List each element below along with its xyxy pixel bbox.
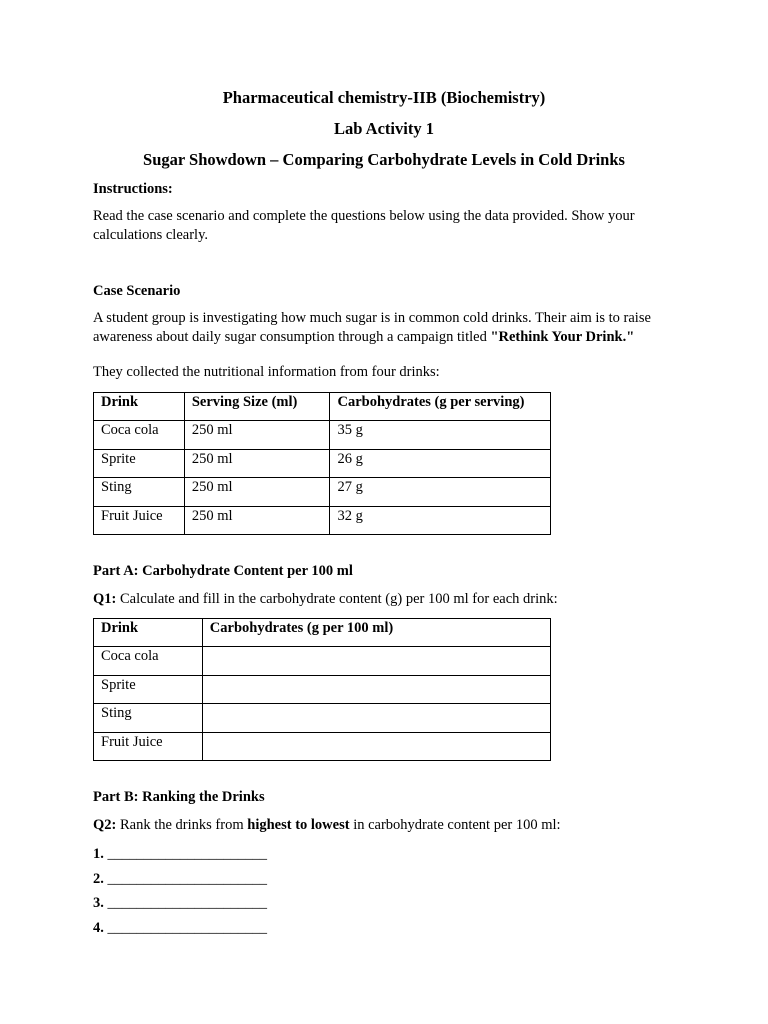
part-b-heading: Part B: Ranking the Drinks: [93, 789, 265, 805]
rank-number: 3.: [93, 895, 108, 911]
table-cell: Fruit Juice: [94, 506, 185, 534]
table-cell: 250 ml: [184, 506, 330, 534]
q1-text: [93, 590, 672, 609]
table-row: [94, 647, 551, 675]
rank-line-1[interactable]: [93, 845, 672, 864]
case-heading: Case Scenario: [93, 283, 181, 299]
header-cell: Drink: [94, 393, 185, 421]
table-cell: 32 g: [330, 506, 551, 534]
rank-number: 1.: [93, 846, 108, 862]
table-cell: 35 g: [330, 421, 551, 449]
q1-answer-table: [93, 618, 551, 761]
q1-label: Q1:: [93, 591, 117, 607]
table-row: [94, 704, 551, 732]
header-cell: Carbohydrates (g per 100 ml): [202, 619, 550, 647]
campaign-title: "Rethink Your Drink.": [490, 329, 635, 345]
blank-line: ______________________: [107, 871, 267, 887]
q2-emphasis: highest to lowest: [247, 817, 350, 833]
serving-table: [93, 392, 551, 535]
table-row: [94, 478, 551, 506]
table-row: [94, 506, 551, 534]
case-text-part: A student group is investigating how much sugar is in common cold drinks. Their aim is to raise awareness about daily sugar consumption through a campaign titled: [93, 310, 651, 345]
q1-body: Calculate and fill in the carbohydrate content (g) per 100 ml for each drink:: [116, 591, 558, 607]
table-row: [94, 449, 551, 477]
table-cell: 250 ml: [184, 478, 330, 506]
table-cell: 27 g: [330, 478, 551, 506]
case-text: [93, 309, 672, 347]
table-row: [94, 421, 551, 449]
document-title: Sugar Showdown – Comparing Carbohydrate Levels in Cold Drinks: [143, 150, 625, 169]
answer-cell[interactable]: [202, 704, 550, 732]
table-cell: 26 g: [330, 449, 551, 477]
header-cell: Drink: [94, 619, 203, 647]
part-a-heading: Part A: Carbohydrate Content per 100 ml: [93, 563, 353, 579]
rank-line-4[interactable]: [93, 919, 672, 938]
table-cell: Coca cola: [94, 647, 203, 675]
blank-line: ______________________: [107, 920, 267, 936]
rank-line-2[interactable]: [93, 870, 672, 889]
header-cell: Carbohydrates (g per serving): [330, 393, 551, 421]
rank-number: 2.: [93, 871, 108, 887]
table-cell: Coca cola: [94, 421, 185, 449]
answer-cell[interactable]: [202, 732, 550, 760]
table-cell: 250 ml: [184, 449, 330, 477]
table-header-row: [94, 619, 551, 647]
course-title: Pharmaceutical chemistry-IIB (Biochemistry): [222, 88, 546, 107]
instructions-heading: Instructions:: [93, 181, 173, 197]
rank-number: 4.: [93, 920, 108, 936]
blank-line: ______________________: [107, 846, 267, 862]
table-cell: 250 ml: [184, 421, 330, 449]
table-cell: Fruit Juice: [94, 732, 203, 760]
header-cell: Serving Size (ml): [184, 393, 330, 421]
q2-text: [93, 816, 672, 835]
answer-cell[interactable]: [202, 675, 550, 703]
activity-title: Lab Activity 1: [334, 119, 434, 138]
instructions-text: Read the case scenario and complete the questions below using the data provided. Show your calculations clearly.: [93, 208, 635, 243]
answer-cell[interactable]: [202, 647, 550, 675]
table-cell: Sting: [94, 478, 185, 506]
table-row: [94, 732, 551, 760]
q2-body: Rank the drinks from: [116, 817, 248, 833]
table-row: [94, 675, 551, 703]
case-text-2: They collected the nutritional information from four drinks:: [93, 364, 440, 380]
rank-line-3[interactable]: [93, 894, 672, 913]
table-header-row: [94, 393, 551, 421]
blank-line: ______________________: [107, 895, 267, 911]
table-cell: Sprite: [94, 449, 185, 477]
q2-label: Q2:: [93, 817, 117, 833]
table-cell: Sprite: [94, 675, 203, 703]
q2-body-end: in carbohydrate content per 100 ml:: [349, 817, 561, 833]
table-cell: Sting: [94, 704, 203, 732]
